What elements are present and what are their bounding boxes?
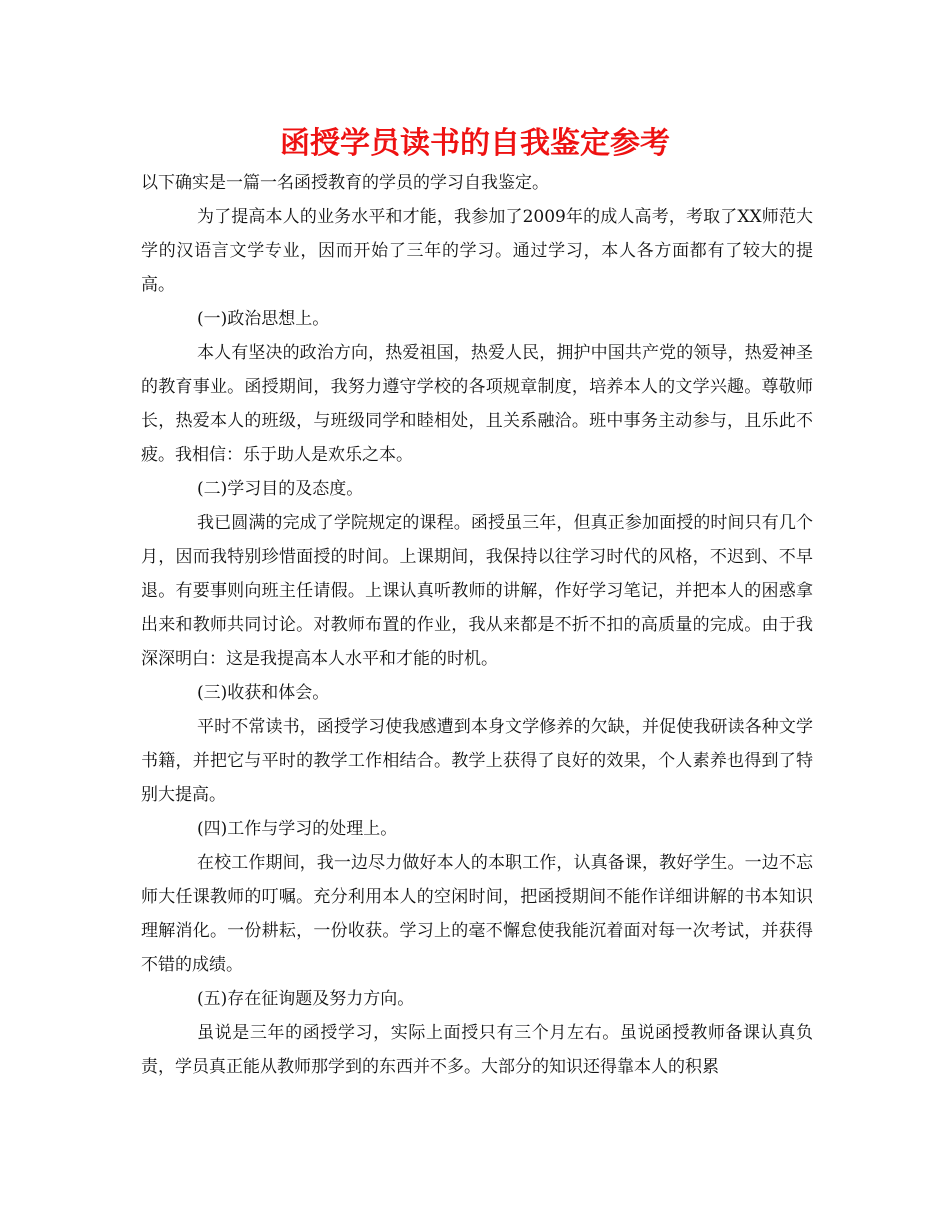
section-heading-2: (二)学习目的及态度。 bbox=[197, 479, 364, 499]
body-paragraph: 虽说是三年的函授学习，实际上面授只有三个月左右。虽说函授教师备课认真负责，学员真正能从教师那学到的东西并不多。大部分的知识还得靠本人的积累 bbox=[141, 1023, 813, 1077]
section-heading-5: (五)存在征询题及努力方向。 bbox=[197, 989, 415, 1009]
section-heading-1: (一)政治思想上。 bbox=[197, 309, 330, 329]
document-title: 函授学员读书的自我鉴定参考 bbox=[280, 126, 670, 161]
body-paragraph: 本人有坚决的政治方向，热爱祖国，热爱人民，拥护中国共产党的领导，热爱神圣的教育事业。函授期间，我努力遵守学校的各项规章制度，培养本人的文学兴趣。尊敬师长，热爱本人的班级，与班级同学和睦相处，且关系融洽。班中事务主动参与，且乐此不疲。我相信：乐于助人是欢乐之本。 bbox=[141, 343, 813, 465]
section-heading-4: (四)工作与学习的处理上。 bbox=[197, 819, 398, 839]
document-body bbox=[141, 166, 813, 1084]
body-paragraph: 我已圆满的完成了学院规定的课程。函授虽三年，但真正参加面授的时间只有几个月，因而我特别珍惜面授的时间。上课期间，我保持以往学习时代的风格，不迟到、不早退。有要事则向班主任请假。上课认真听教师的讲解，作好学习笔记，并把本人的困惑拿出来和教师共同讨论。对教师布置的作业，我从来都是不折不扣的高质量的完成。由于我深深明白：这是我提高本人水平和才能的时机。 bbox=[141, 513, 813, 669]
section-heading-3: (三)收获和体会。 bbox=[197, 683, 330, 703]
body-paragraph: 在校工作期间，我一边尽力做好本人的本职工作，认真备课，教好学生。一边不忘师大任课教师的叮嘱。充分利用本人的空闲时间，把函授期间不能作详细讲解的书本知识理解消化。一份耕耘，一份收获。学习上的毫不懈怠使我能沉着面对每一次考试，并获得不错的成绩。 bbox=[141, 853, 813, 975]
body-paragraph: 平时不常读书，函授学习使我感遭到本身文学修养的欠缺，并促使我研读各种文学书籍，并把它与平时的教学工作相结合。教学上获得了良好的效果，个人素养也得到了特别大提高。 bbox=[141, 717, 813, 805]
body-paragraph: 为了提高本人的业务水平和才能，我参加了2009年的成人高考，考取了XX师范大学的汉语言文学专业，因而开始了三年的学习。通过学习，本人各方面都有了较大的提高。 bbox=[141, 207, 813, 295]
intro-paragraph: 以下确实是一篇一名函授教育的学员的学习自我鉴定。 bbox=[141, 173, 549, 193]
